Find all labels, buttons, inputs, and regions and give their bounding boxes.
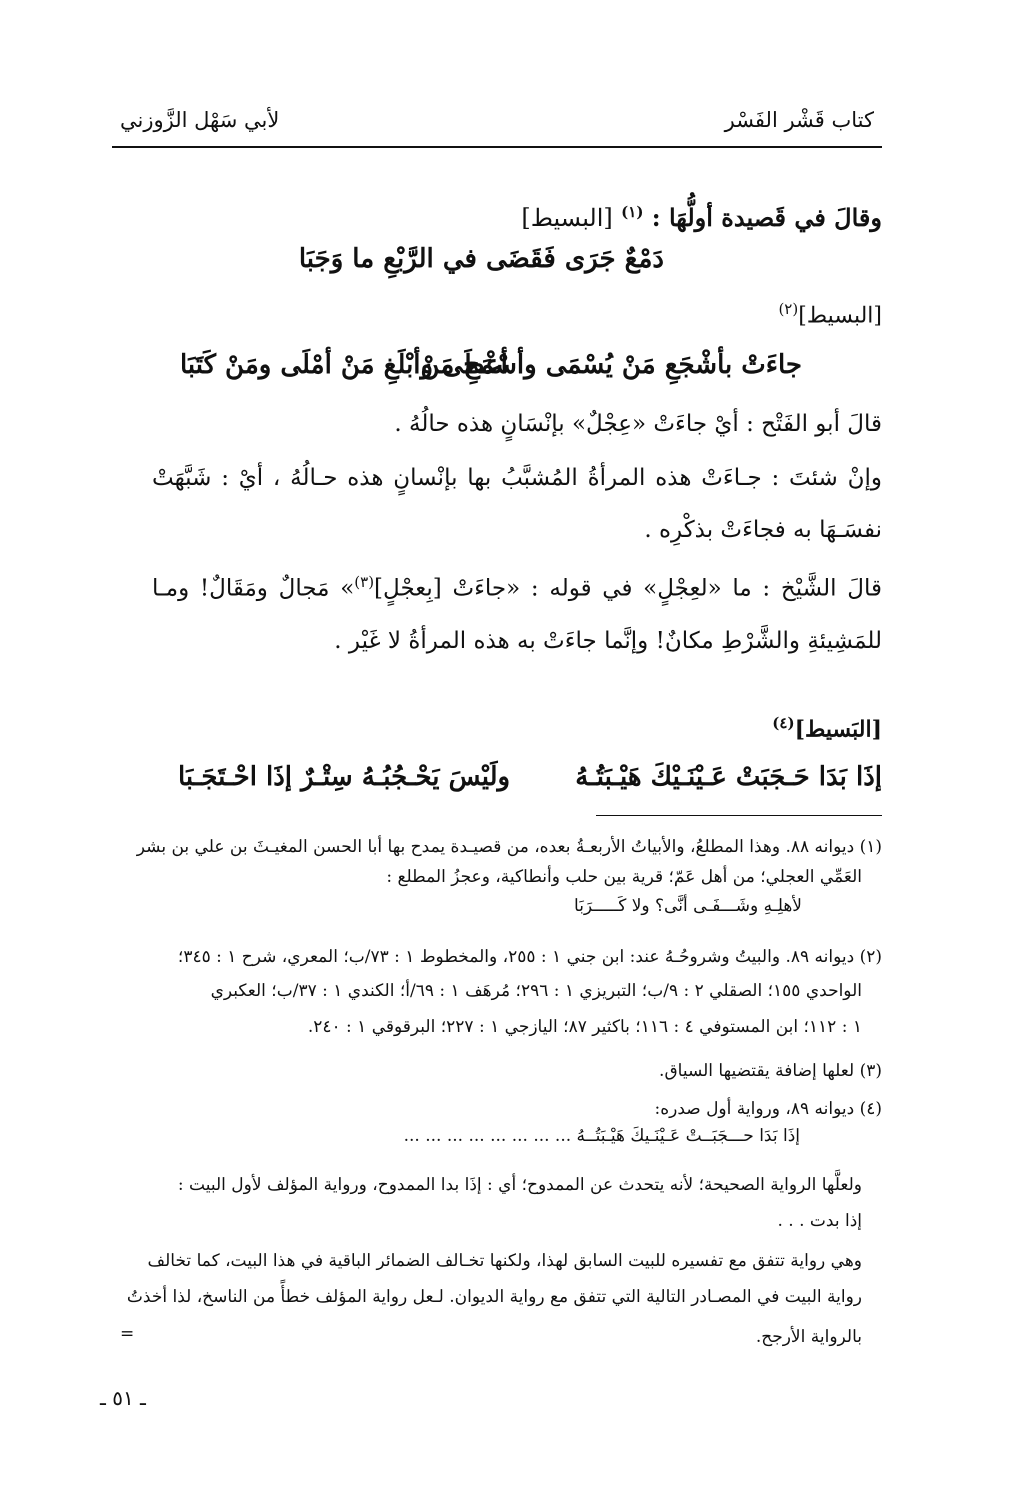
footnote-ref-1: (١) bbox=[621, 203, 644, 221]
footnote-4-line-5: وهي رواية تتفق مع تفسيره للبيت السابق لهذا، ولكنها تخـالف الضمائر الباقية في هذا البيت، كما تخالف bbox=[147, 1251, 862, 1271]
section1-intro bbox=[521, 192, 882, 238]
footnote-separator bbox=[596, 815, 882, 816]
hemistich-left: أعْطَى وأبْلَغِ مَنْ أمْلَى ومَنْ كَتَبَا bbox=[180, 350, 508, 380]
section2-meter bbox=[778, 300, 882, 328]
commentary-alternative bbox=[152, 452, 882, 556]
footnote-1-line-1: (١) ديوانه ٨٨. وهذا المطلعُ، والأبياتُ الأربعـةُ بعده، من قصيـدة يمدح بها أبا الحسن المغيـثَ بن علي بن بشر bbox=[136, 837, 882, 857]
commentary-text: قالَ أبو الفَتْح : أيْ جاءَتْ «عِجْلٌ» بإنْسَانٍ هذه حالُهُ . bbox=[394, 411, 882, 437]
footnote-1-verse: لأهلِـهِ وشَـــفَـى أنَّى؟ ولا كَـــــرَبَا bbox=[574, 896, 802, 916]
commentary-text-b: » مَجالٌ ومَقَالٌ! ومـا للمَشِيئةِ والشَّرْطِ مكانٌ! وإنَّما جاءَتْ به هذه المرأةُ لا غَيْر . bbox=[152, 575, 882, 654]
footnote-ref-2: (٢) bbox=[778, 300, 799, 318]
footnote-2-line-2: الواحدي ١٥٥؛ الصقلي ٢ : ٩/ب؛ التبريزي ١ : ٢٩٦؛ مُرهَف ١ : ٦٩/أ؛ الكندي ١ : ٣٧/ب؛ العكبري bbox=[210, 981, 862, 1001]
footnote-4-line-4: إذا بدت . . . bbox=[777, 1211, 862, 1231]
footnote-2-line-3: ١ : ١١٢؛ ابن المستوفي ٤ : ١١٦؛ باكثير ٨٧؛ اليازجي ١ : ٢٢٧؛ البرقوقي ١ : ٢٤٠. bbox=[307, 1017, 862, 1037]
commentary-alshaykh bbox=[152, 556, 882, 667]
footnote-4-line-1: (٤) ديوانه ٨٩، ورواية أول صدره: bbox=[654, 1099, 882, 1119]
footnote-continuation-mark: = bbox=[120, 1324, 135, 1344]
footnote-4-line-7: بالرواية الأرجح. bbox=[755, 1327, 862, 1347]
commentary-text: وإنْ شئتَ : جـاءَتْ هذه المرأةُ المُشبَّبُ بها بإنْسانٍ هذه حـالُهُ ، أيْ : شَبَّهَتْ نفسَـهَا به فجاءَتْ بذكْرِه . bbox=[152, 465, 882, 543]
meter-label: [البَسيط] bbox=[794, 716, 882, 743]
footnote-4-line-3: ولعلَّها الرواية الصحيحة؛ لأنه يتحدث عن الممدوح؛ أي : إذَا بدا الممدوح، ورواية المؤلف لأول البيت : bbox=[177, 1175, 862, 1195]
footnote-2-line-1: (٢) ديوانه ٨٩. والبيتُ وشروحُـهُ عند: ابن جني ١ : ٢٥٥، والمخطوط ١ : ٧٣/ب؛ المعري، شرح ١ : ٣٤٥؛ bbox=[177, 947, 882, 967]
book-title: كتاب قَشْر الفَسْر bbox=[724, 108, 874, 132]
intro-text: وقالَ في قَصيدة أولُّهَا : bbox=[651, 203, 882, 232]
header-rule bbox=[112, 146, 882, 148]
verse-line: دَمْعٌ جَرَى فَقَضَى في الرَّبْعِ ما وَجَبَا bbox=[298, 244, 664, 274]
footnote-ref-3: (٣) bbox=[354, 573, 375, 591]
commentary-text-a: قالَ الشَّيْخ : ما «لعِجْلٍ» في قوله : «جاءَتْ [بِعجْلٍ] bbox=[374, 575, 882, 602]
footnote-3: (٣) لعلها إضافة يقتضيها السياق. bbox=[659, 1061, 882, 1081]
footnote-4-verse: إذَا بَدَا حـــجَبَــتْ عَـيْنَـيكَ هَيْـبَتُــهُ ... ... ... ... ... ... ... ... bbox=[403, 1126, 800, 1146]
page-number: ـ ٥١ ـ bbox=[100, 1386, 146, 1410]
footnote-ref-4: (٤) bbox=[772, 714, 795, 732]
footnote-4-line-6: رواية البيت في المصـادر التالية التي تتفق مع رواية الديوان. لـعل رواية المؤلف خطأً من الناسخ، لذا أخذتُ bbox=[126, 1287, 862, 1307]
hemistich-right: جاءَتْ بأشْجَعِ مَنْ يُسْمَى وأسْمَحِ مَنْ bbox=[420, 350, 802, 380]
running-header bbox=[112, 104, 882, 144]
commentary-abu-alfath bbox=[152, 398, 882, 450]
footnote-1-line-2: العَمِّي العجلي؛ من أهل عَمّ؛ قرية بين حلب وأنطاكية، وعجزُ المطلع : bbox=[386, 867, 862, 887]
meter-label: [البسيط] bbox=[798, 303, 882, 329]
hemistich-right: إذَا بَدَا حَـجَبَتْ عَـيْنَـيْكَ هَيْـبَتُـهُ bbox=[575, 762, 882, 792]
meter-label: [البسيط] bbox=[521, 204, 613, 232]
section3-meter bbox=[772, 714, 882, 742]
author-name: لأبي سَهْل الزَّوزني bbox=[120, 108, 280, 132]
hemistich-left: ولَيْسَ يَحْـجُبُـهُ سِتْـرٌ إذَا احْـتَجَـبَا bbox=[178, 762, 511, 792]
